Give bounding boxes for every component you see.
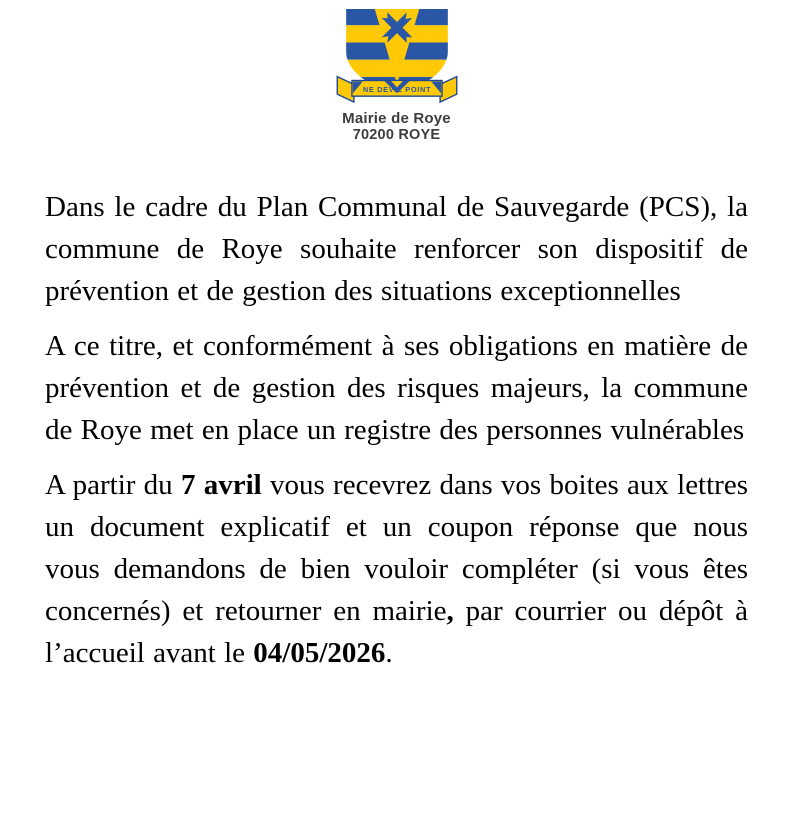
ribbon-band — [351, 80, 441, 96]
org-name: Mairie de Roye — [342, 110, 451, 127]
motto-text: NE DEVIE POINT — [362, 84, 431, 94]
coat-of-arms — [334, 8, 460, 104]
letter-body — [0, 186, 793, 674]
org-postal-city: 70200 ROYE — [352, 127, 441, 143]
paragraph-pcs-intro: Dans le cadre du Plan Communal de Sauvegarde (PCS), la commune de Roye souhaite renforcer son dispositif de prévention et de gestion des situations exceptionnelles — [45, 191, 748, 307]
paragraph-registre: A ce titre, et conformément à ses obligations en matière de prévention et de gestion des risques majeurs, la commune de Roye met en place un registre des personnes vulnérables — [45, 330, 748, 446]
letterhead — [0, 0, 793, 143]
paragraph-coupon: A partir du 7 avril vous recevrez dans vos boites aux lettres un document explicatif et un coupon réponse que nous vous demandons de bien vouloir compléter (si vous êtes concernés) et retourner en mairie, par courrier ou dépôt à l’accueil avant le 04/05/2026. — [45, 469, 748, 669]
